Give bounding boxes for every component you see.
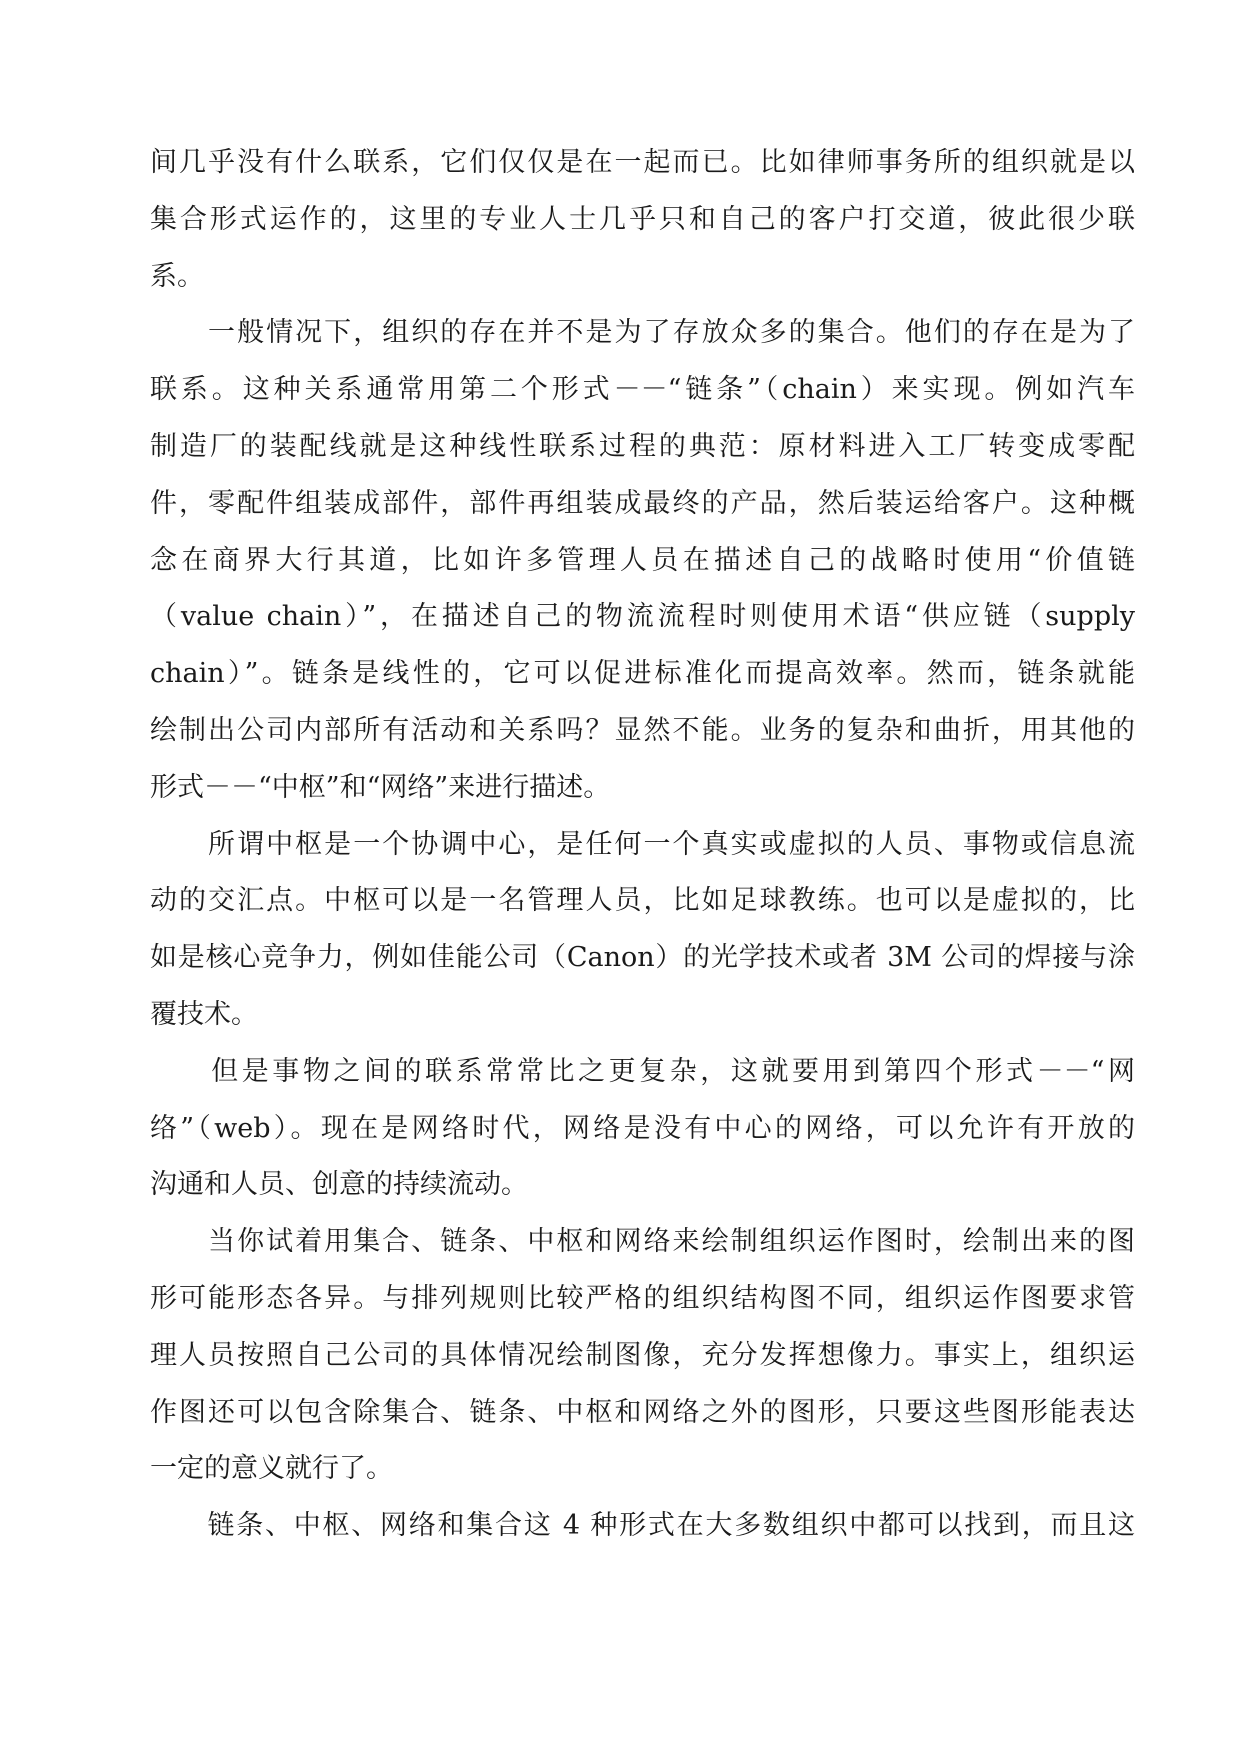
text-line: 念在商界大行其道，比如许多管理人员在描述自己的战略时使用“价值链 bbox=[150, 544, 1135, 576]
text-line: chain）”。链条是线性的，它可以促进标准化而提高效率。然而，链条就能 bbox=[150, 658, 1135, 690]
text-line: 动的交汇点。中枢可以是一名管理人员，比如足球教练。也可以是虚拟的，比 bbox=[150, 885, 1135, 917]
text-line: 集合形式运作的，这里的专业人士几乎只和自己的客户打交道，彼此很少联 bbox=[150, 203, 1135, 235]
text-line: 联系。这种关系通常用第二个形式－－“链条”（chain）来实现。例如汽车 bbox=[150, 374, 1135, 406]
text-line: 绘制出公司内部所有活动和关系吗？显然不能。业务的复杂和曲折，用其他的 bbox=[150, 714, 1135, 746]
text-line: 形可能形态各异。与排列规则比较严格的组织结构图不同，组织运作图要求管 bbox=[150, 1282, 1135, 1314]
text-line: （value chain）”，在描述自己的物流流程时则使用术语“供应链（supply bbox=[150, 601, 1135, 633]
text-line: 络”（web）。现在是网络时代，网络是没有中心的网络，可以允许有开放的 bbox=[150, 1112, 1135, 1144]
text-line: 但是事物之间的联系常常比之更复杂，这就要用到第四个形式－－“网 bbox=[150, 1055, 1135, 1087]
text-line: 作图还可以包含除集合、链条、中枢和网络之外的图形，只要这些图形能表达 bbox=[150, 1396, 1135, 1428]
text-line: 沟通和人员、创意的持续流动。 bbox=[150, 1169, 528, 1201]
text-line: 理人员按照自己公司的具体情况绘制图像，充分发挥想像力。事实上，组织运 bbox=[150, 1339, 1135, 1371]
text-line: 所谓中枢是一个协调中心，是任何一个真实或虚拟的人员、事物或信息流 bbox=[150, 828, 1135, 860]
text-line: 间几乎没有什么联系，它们仅仅是在一起而已。比如律师事务所的组织就是以 bbox=[150, 147, 1135, 178]
text-line: 制造厂的装配线就是这种线性联系过程的典范：原材料进入工厂转变成零配 bbox=[150, 430, 1135, 462]
text-line: 覆技术。 bbox=[150, 998, 258, 1030]
text-line: 一定的意义就行了。 bbox=[150, 1453, 393, 1485]
text-line: 一般情况下，组织的存在并不是为了存放众多的集合。他们的存在是为了 bbox=[150, 317, 1135, 349]
text-line: 链条、中枢、网络和集合这 4 种形式在大多数组织中都可以找到，而且这 bbox=[150, 1510, 1135, 1542]
text-line: 如是核心竞争力，例如佳能公司（Canon）的光学技术或者 3M 公司的焊接与涂 bbox=[150, 942, 1135, 974]
text-line: 系。 bbox=[150, 260, 204, 292]
body-text bbox=[150, 135, 1135, 1555]
text-line: 件，零配件组装成部件，部件再组装成最终的产品，然后装运给客户。这种概 bbox=[150, 487, 1135, 519]
text-line: 当你试着用集合、链条、中枢和网络来绘制组织运作图时，绘制出来的图 bbox=[150, 1226, 1135, 1258]
text-line: 形式－－“中枢”和“网络”来进行描述。 bbox=[150, 771, 611, 803]
